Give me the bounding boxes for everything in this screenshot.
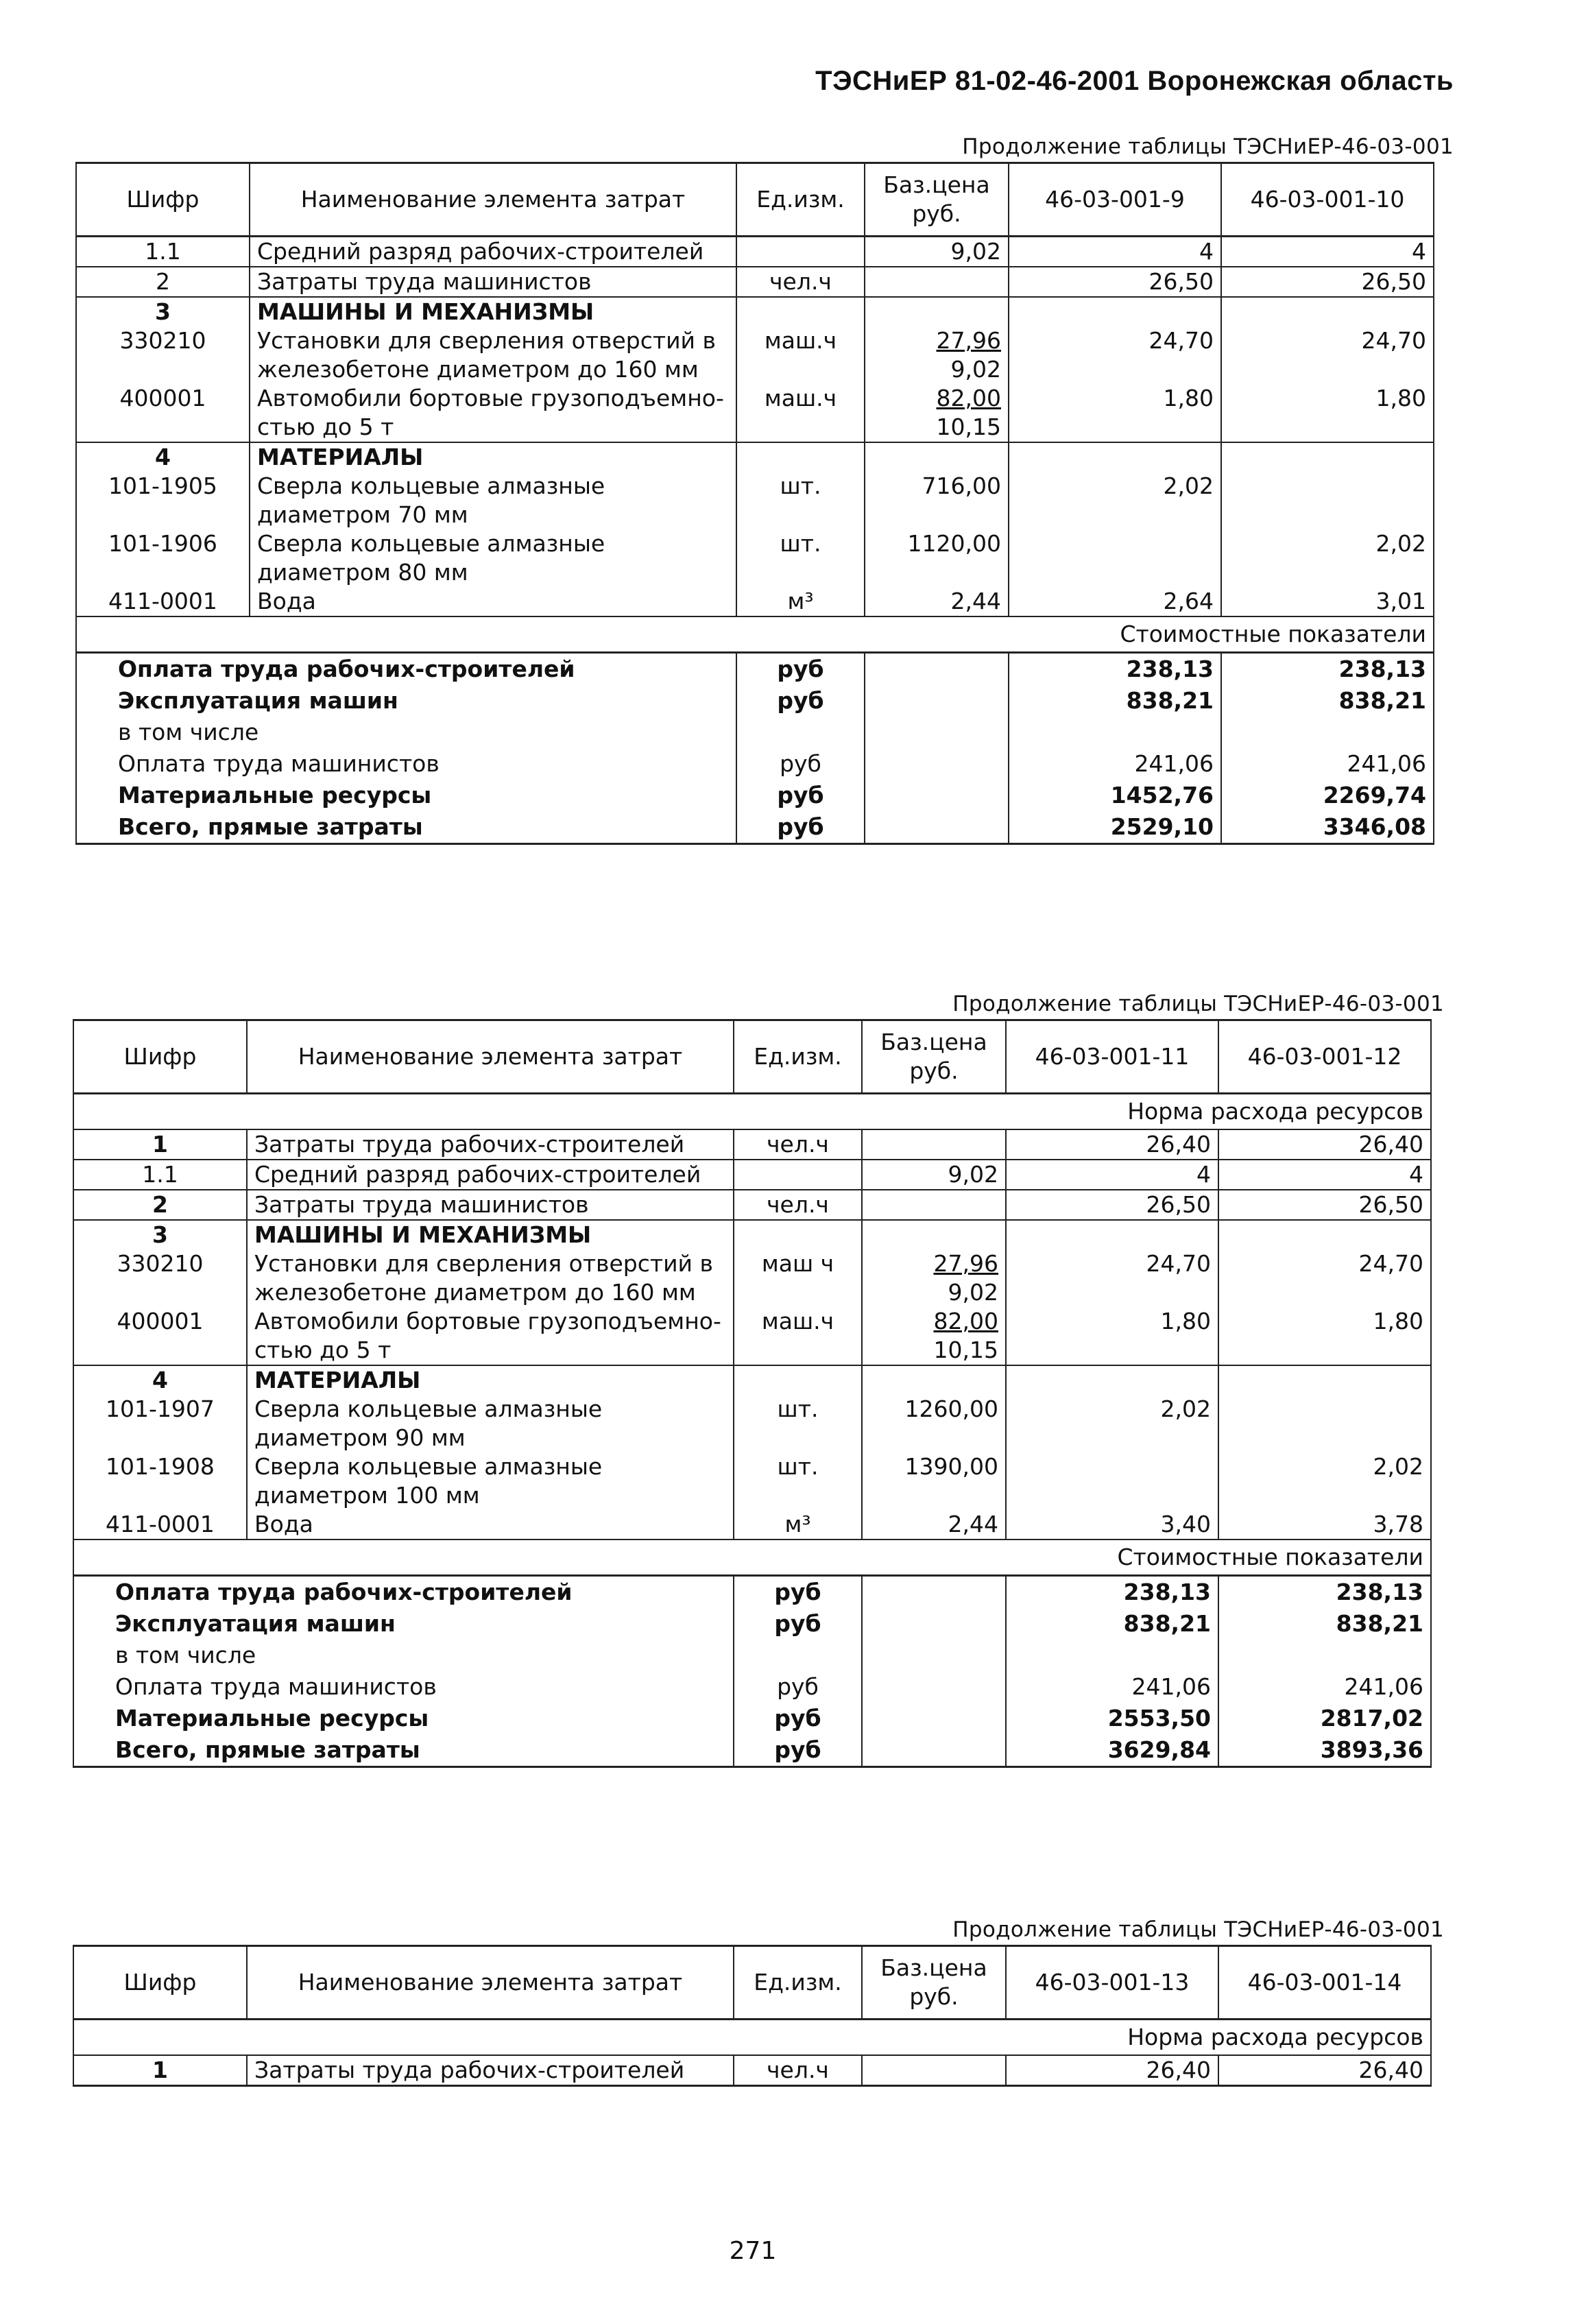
- column-header: 46-03-001-12: [1218, 1020, 1431, 1094]
- table-row: [73, 1160, 1431, 1190]
- cost-label: Эксплуатация машин: [73, 1608, 734, 1640]
- row-value-1: 26,50: [1006, 1190, 1218, 1220]
- row-value-2: 24,70: [1221, 326, 1434, 384]
- table-continuation-note: Продолжение таблицы ТЭСНиЕР-46-03-001: [952, 992, 1444, 1016]
- row-name: Средний разряд рабочих-строителей: [250, 237, 736, 267]
- row-unit: [734, 1160, 862, 1190]
- row-code: 1: [73, 1129, 247, 1160]
- row-value-2: [1221, 442, 1434, 472]
- cost-value-2: 241,06: [1221, 748, 1434, 780]
- table-row: [76, 326, 1434, 384]
- row-value-1: [1009, 442, 1221, 472]
- row-price: [865, 267, 1009, 297]
- cost-value-2: [1218, 1640, 1431, 1671]
- cost-value-1: 838,21: [1009, 685, 1221, 717]
- resource-table: [73, 1945, 1432, 2087]
- norm-spacer: [73, 2020, 1006, 2056]
- cost-value-2: 241,06: [1218, 1671, 1431, 1703]
- row-price: [862, 1307, 1006, 1365]
- row-code: 330210: [76, 326, 250, 384]
- row-unit: чел.ч: [734, 2055, 862, 2086]
- section-row: [73, 1220, 1431, 1249]
- cost-unit: руб: [734, 1608, 862, 1640]
- row-value-1: 3,40: [1006, 1510, 1218, 1540]
- row-price: 716,00: [865, 472, 1009, 529]
- cost-label: Оплата труда машинистов: [73, 1671, 734, 1703]
- cost-price: [865, 748, 1009, 780]
- table-header-row: [73, 1946, 1431, 2020]
- row-unit: м³: [736, 587, 865, 616]
- cost-value-1: 238,13: [1006, 1576, 1218, 1609]
- cost-row: [73, 1640, 1431, 1671]
- row-value-2: 26,40: [1218, 1129, 1431, 1160]
- column-header: Шифр: [73, 1020, 247, 1094]
- row-price: [865, 326, 1009, 384]
- price-labor: 10,15: [936, 414, 1001, 440]
- cost-row: [76, 717, 1434, 748]
- row-unit: чел.ч: [734, 1190, 862, 1220]
- cost-value-1: [1009, 717, 1221, 748]
- norm-spacer: [73, 1094, 1006, 1130]
- row-unit: [736, 442, 865, 472]
- row-unit: шт.: [734, 1452, 862, 1510]
- row-price: [865, 384, 1009, 442]
- row-value-1: 2,64: [1009, 587, 1221, 616]
- table-continuation-note: Продолжение таблицы ТЭСНиЕР-46-03-001: [952, 1917, 1444, 1942]
- row-code: 330210: [73, 1249, 247, 1307]
- cost-header: Стоимостные показатели: [1006, 1540, 1431, 1576]
- cost-row: [73, 1671, 1431, 1703]
- section-row: [76, 297, 1434, 326]
- table-row: [76, 267, 1434, 297]
- row-value-1: 2,02: [1009, 472, 1221, 529]
- column-header: 46-03-001-10: [1221, 163, 1434, 237]
- row-name: Сверла кольцевые алмазные диаметром 70 мм: [250, 472, 736, 529]
- cost-row: [73, 1608, 1431, 1640]
- row-price: 9,02: [865, 237, 1009, 267]
- row-value-1: [1006, 1365, 1218, 1395]
- row-value-1: 2,02: [1006, 1395, 1218, 1452]
- row-code: 411-0001: [76, 587, 250, 616]
- row-unit: [734, 1220, 862, 1249]
- price-total: 27,96: [936, 327, 1001, 354]
- cost-label: Всего, прямые затраты: [76, 811, 736, 844]
- cost-spacer: [73, 1540, 1006, 1576]
- row-value-1: 26,50: [1009, 267, 1221, 297]
- row-price: 2,44: [865, 587, 1009, 616]
- page-header-title: ТЭСНиЕР 81-02-46-2001 Воронежская область: [815, 66, 1454, 96]
- column-header: Наименование элемента затрат: [250, 163, 736, 237]
- row-name: Автомобили бортовые грузоподъемно-стью до 5 т: [247, 1307, 734, 1365]
- row-value-2: 3,78: [1218, 1510, 1431, 1540]
- row-code: 3: [76, 297, 250, 326]
- row-value-2: 26,40: [1218, 2055, 1431, 2086]
- row-value-2: [1218, 1220, 1431, 1249]
- cost-row: [76, 653, 1434, 686]
- row-price: [862, 2055, 1006, 2086]
- cost-unit: [734, 1640, 862, 1671]
- row-price: [862, 1190, 1006, 1220]
- row-unit: маш.ч: [734, 1307, 862, 1365]
- norm-header: Норма расхода ресурсов: [1006, 1094, 1431, 1130]
- row-value-2: 2,02: [1218, 1452, 1431, 1510]
- row-name: Средний разряд рабочих-строителей: [247, 1160, 734, 1190]
- section-row: [73, 1365, 1431, 1395]
- row-unit: [734, 1365, 862, 1395]
- table-header-row: [76, 163, 1434, 237]
- row-code: 2: [73, 1190, 247, 1220]
- cost-row: [76, 748, 1434, 780]
- row-code: 1.1: [76, 237, 250, 267]
- column-header: Ед.изм.: [734, 1020, 862, 1094]
- table-row: [76, 529, 1434, 587]
- row-name: Установки для сверления отверстий в железобетоне диаметром до 160 мм: [247, 1249, 734, 1307]
- row-price: [862, 1129, 1006, 1160]
- row-code: 4: [73, 1365, 247, 1395]
- column-header: 46-03-001-9: [1009, 163, 1221, 237]
- cost-header-row: [76, 616, 1434, 653]
- table-row: [73, 1129, 1431, 1160]
- norm-header-row: [73, 1094, 1431, 1130]
- cost-label: в том числе: [73, 1640, 734, 1671]
- row-name: Затраты труда машинистов: [247, 1190, 734, 1220]
- table-row: [73, 1395, 1431, 1452]
- row-code: 101-1907: [73, 1395, 247, 1452]
- section-row: [76, 442, 1434, 472]
- row-value-1: [1006, 1220, 1218, 1249]
- row-unit: [736, 237, 865, 267]
- row-value-2: [1218, 1395, 1431, 1452]
- cost-price: [862, 1671, 1006, 1703]
- resource-table: [73, 1019, 1432, 1768]
- row-value-2: [1221, 472, 1434, 529]
- table-row: [73, 1510, 1431, 1540]
- cost-header-row: [73, 1540, 1431, 1576]
- row-unit: [736, 297, 865, 326]
- page-number: 271: [729, 2237, 777, 2265]
- table-row: [73, 1307, 1431, 1365]
- row-code: 101-1906: [76, 529, 250, 587]
- cost-label: в том числе: [76, 717, 736, 748]
- price-total: 82,00: [936, 385, 1001, 411]
- row-unit: чел.ч: [734, 1129, 862, 1160]
- cost-value-2: 3893,36: [1218, 1734, 1431, 1767]
- row-price: 9,02: [862, 1160, 1006, 1190]
- row-value-2: 3,01: [1221, 587, 1434, 616]
- row-price: [862, 1249, 1006, 1307]
- row-name: Автомобили бортовые грузоподъемно-стью до 5 т: [250, 384, 736, 442]
- row-value-1: 1,80: [1009, 384, 1221, 442]
- cost-label: Материальные ресурсы: [76, 780, 736, 811]
- table-row: [76, 237, 1434, 267]
- table-row: [73, 1249, 1431, 1307]
- cost-price: [862, 1734, 1006, 1767]
- row-unit: м³: [734, 1510, 862, 1540]
- table-row: [76, 587, 1434, 616]
- row-value-2: [1218, 1365, 1431, 1395]
- cost-price: [865, 653, 1009, 686]
- row-price: 1390,00: [862, 1452, 1006, 1510]
- row-unit: шт.: [736, 472, 865, 529]
- section-title: МАШИНЫ И МЕХАНИЗМЫ: [250, 297, 736, 326]
- row-price: 1120,00: [865, 529, 1009, 587]
- cost-spacer: [76, 616, 1009, 653]
- row-unit: шт.: [736, 529, 865, 587]
- row-code: 400001: [73, 1307, 247, 1365]
- row-value-2: 26,50: [1218, 1190, 1431, 1220]
- cost-value-2: 238,13: [1218, 1576, 1431, 1609]
- column-header: Шифр: [73, 1946, 247, 2020]
- cost-price: [865, 780, 1009, 811]
- cost-value-2: 2269,74: [1221, 780, 1434, 811]
- row-code: 3: [73, 1220, 247, 1249]
- cost-price: [862, 1640, 1006, 1671]
- cost-row: [76, 685, 1434, 717]
- column-header: 46-03-001-14: [1218, 1946, 1431, 2020]
- table-header-row: [73, 1020, 1431, 1094]
- row-price: 1260,00: [862, 1395, 1006, 1452]
- row-name: Установки для сверления отверстий в железобетоне диаметром до 160 мм: [250, 326, 736, 384]
- row-code: 400001: [76, 384, 250, 442]
- row-name: Сверла кольцевые алмазные диаметром 90 мм: [247, 1395, 734, 1452]
- column-header: Ед.изм.: [734, 1946, 862, 2020]
- cost-value-2: 838,21: [1221, 685, 1434, 717]
- cost-unit: [736, 717, 865, 748]
- cost-value-2: 238,13: [1221, 653, 1434, 686]
- row-value-2: 26,50: [1221, 267, 1434, 297]
- cost-unit: руб: [736, 748, 865, 780]
- cost-header: Стоимостные показатели: [1009, 616, 1434, 653]
- cost-price: [862, 1608, 1006, 1640]
- row-unit: маш ч: [734, 1249, 862, 1307]
- row-unit: шт.: [734, 1395, 862, 1452]
- cost-label: Материальные ресурсы: [73, 1703, 734, 1734]
- row-value-1: 4: [1009, 237, 1221, 267]
- row-value-2: 1,80: [1221, 384, 1434, 442]
- cost-unit: руб: [734, 1734, 862, 1767]
- row-name: Затраты труда машинистов: [250, 267, 736, 297]
- section-title: МАТЕРИАЛЫ: [250, 442, 736, 472]
- cost-value-2: [1221, 717, 1434, 748]
- cost-price: [862, 1576, 1006, 1609]
- cost-unit: руб: [734, 1671, 862, 1703]
- row-value-1: 1,80: [1006, 1307, 1218, 1365]
- cost-value-1: 238,13: [1009, 653, 1221, 686]
- row-unit: маш.ч: [736, 326, 865, 384]
- table-row: [73, 1452, 1431, 1510]
- cost-label: Всего, прямые затраты: [73, 1734, 734, 1767]
- row-name: Вода: [250, 587, 736, 616]
- price-total: 82,00: [933, 1308, 998, 1334]
- row-value-1: 4: [1006, 1160, 1218, 1190]
- section-title: МАШИНЫ И МЕХАНИЗМЫ: [247, 1220, 734, 1249]
- cost-row: [76, 780, 1434, 811]
- row-code: 2: [76, 267, 250, 297]
- column-header: 46-03-001-13: [1006, 1946, 1218, 2020]
- cost-unit: руб: [736, 685, 865, 717]
- cost-unit: руб: [736, 811, 865, 844]
- row-price: 2,44: [862, 1510, 1006, 1540]
- row-value-1: 26,40: [1006, 2055, 1218, 2086]
- table-continuation-note: Продолжение таблицы ТЭСНиЕР-46-03-001: [962, 134, 1454, 159]
- row-code: 101-1908: [73, 1452, 247, 1510]
- cost-row: [73, 1703, 1431, 1734]
- column-header: Баз.цена руб.: [862, 1946, 1006, 2020]
- row-value-2: 4: [1221, 237, 1434, 267]
- row-value-2: 24,70: [1218, 1249, 1431, 1307]
- cost-value-1: 1452,76: [1009, 780, 1221, 811]
- row-unit: маш.ч: [736, 384, 865, 442]
- price-labor: 9,02: [950, 356, 1001, 383]
- table-row: [73, 1190, 1431, 1220]
- cost-unit: руб: [736, 653, 865, 686]
- column-header: Баз.цена руб.: [862, 1020, 1006, 1094]
- row-value-1: [1009, 529, 1221, 587]
- row-value-2: 2,02: [1221, 529, 1434, 587]
- row-value-1: [1006, 1452, 1218, 1510]
- cost-value-1: 838,21: [1006, 1608, 1218, 1640]
- cost-value-1: [1006, 1640, 1218, 1671]
- row-name: Сверла кольцевые алмазные диаметром 80 мм: [250, 529, 736, 587]
- row-value-1: 24,70: [1006, 1249, 1218, 1307]
- column-header: Наименование элемента затрат: [247, 1020, 734, 1094]
- row-name: Затраты труда рабочих-строителей: [247, 1129, 734, 1160]
- row-price: [862, 1220, 1006, 1249]
- section-title: МАТЕРИАЛЫ: [247, 1365, 734, 1395]
- price-total: 27,96: [933, 1250, 998, 1277]
- cost-value-1: 2529,10: [1009, 811, 1221, 844]
- column-header: Ед.изм.: [736, 163, 865, 237]
- row-price: [865, 442, 1009, 472]
- cost-price: [865, 811, 1009, 844]
- row-value-2: [1221, 297, 1434, 326]
- cost-row: [76, 811, 1434, 844]
- cost-price: [862, 1703, 1006, 1734]
- column-header: Баз.цена руб.: [865, 163, 1009, 237]
- row-code: 101-1905: [76, 472, 250, 529]
- norm-header-row: [73, 2020, 1431, 2056]
- row-code: 4: [76, 442, 250, 472]
- cost-value-1: 2553,50: [1006, 1703, 1218, 1734]
- row-name: Вода: [247, 1510, 734, 1540]
- row-value-2: 1,80: [1218, 1307, 1431, 1365]
- row-code: 411-0001: [73, 1510, 247, 1540]
- table-row: [76, 384, 1434, 442]
- cost-value-2: 2817,02: [1218, 1703, 1431, 1734]
- cost-value-1: 241,06: [1009, 748, 1221, 780]
- cost-value-2: 838,21: [1218, 1608, 1431, 1640]
- cost-label: Оплата труда рабочих-строителей: [76, 653, 736, 686]
- cost-value-2: 3346,08: [1221, 811, 1434, 844]
- row-code: 1.1: [73, 1160, 247, 1190]
- row-name: Затраты труда рабочих-строителей: [247, 2055, 734, 2086]
- cost-unit: руб: [734, 1703, 862, 1734]
- cost-value-1: 241,06: [1006, 1671, 1218, 1703]
- resource-table: [75, 162, 1434, 845]
- row-value-2: 4: [1218, 1160, 1431, 1190]
- price-labor: 10,15: [933, 1337, 998, 1363]
- row-price: [865, 297, 1009, 326]
- cost-unit: руб: [734, 1576, 862, 1609]
- row-code: 1: [73, 2055, 247, 2086]
- cost-price: [865, 717, 1009, 748]
- row-price: [862, 1365, 1006, 1395]
- cost-label: Оплата труда рабочих-строителей: [73, 1576, 734, 1609]
- cost-label: Оплата труда машинистов: [76, 748, 736, 780]
- row-unit: чел.ч: [736, 267, 865, 297]
- row-value-1: [1009, 297, 1221, 326]
- cost-row: [73, 1734, 1431, 1767]
- cost-label: Эксплуатация машин: [76, 685, 736, 717]
- row-value-1: 26,40: [1006, 1129, 1218, 1160]
- column-header: Наименование элемента затрат: [247, 1946, 734, 2020]
- cost-value-1: 3629,84: [1006, 1734, 1218, 1767]
- column-header: 46-03-001-11: [1006, 1020, 1218, 1094]
- row-value-1: 24,70: [1009, 326, 1221, 384]
- table-row: [73, 2055, 1431, 2086]
- column-header: Шифр: [76, 163, 250, 237]
- cost-unit: руб: [736, 780, 865, 811]
- cost-row: [73, 1576, 1431, 1609]
- row-name: Сверла кольцевые алмазные диаметром 100 мм: [247, 1452, 734, 1510]
- table-row: [76, 472, 1434, 529]
- norm-header: Норма расхода ресурсов: [1006, 2020, 1431, 2056]
- cost-price: [865, 685, 1009, 717]
- price-labor: 9,02: [948, 1279, 998, 1306]
